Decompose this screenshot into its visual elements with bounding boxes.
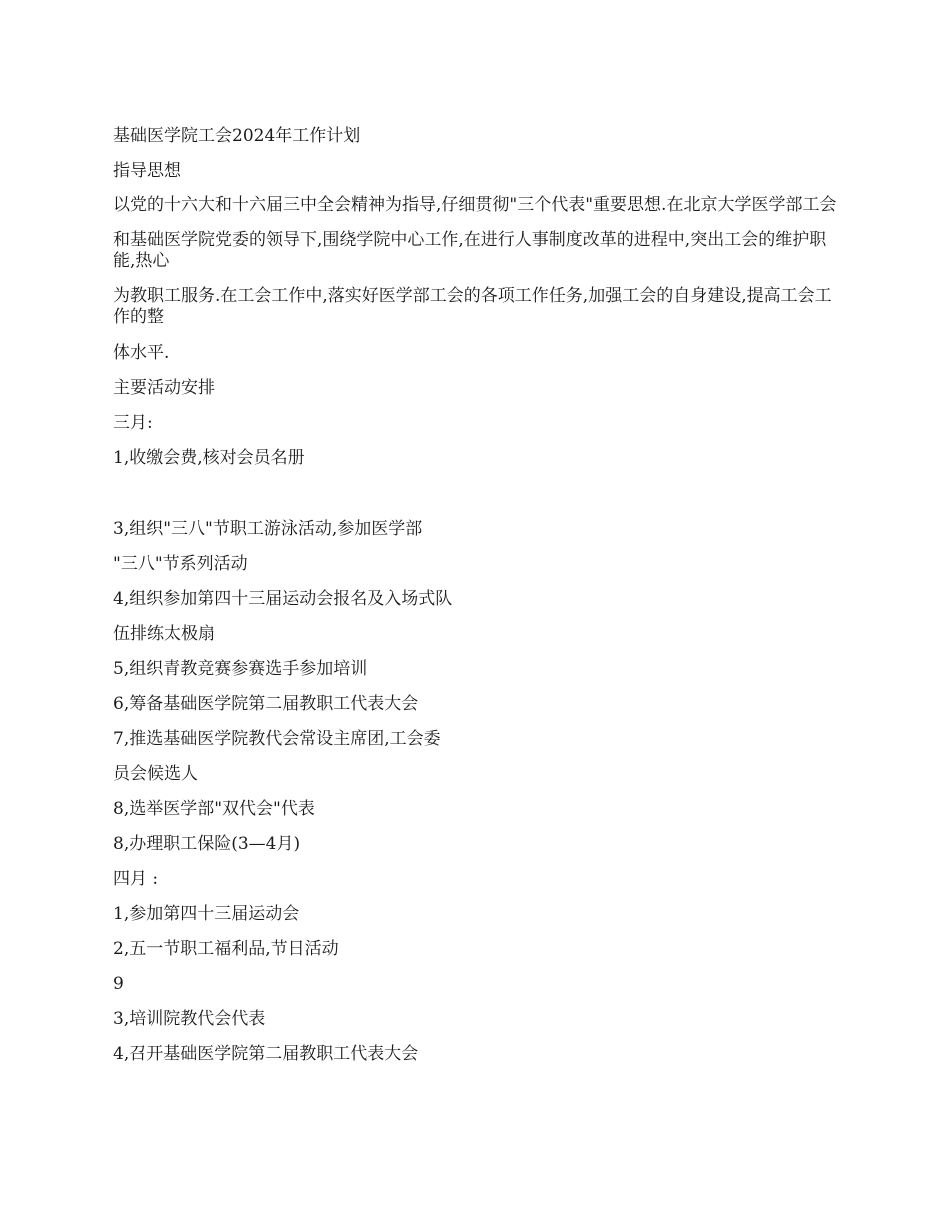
list-item: 3,组织"三八"节职工游泳活动,参加医学部 [113, 519, 423, 539]
document-title: 基础医学院工会2024年工作计划 [113, 126, 361, 146]
heading-main-activities: 主要活动安排 [113, 378, 215, 398]
paragraph-line: 体水平. [113, 343, 170, 363]
list-item: 8,选举医学部"双代会"代表 [113, 799, 315, 819]
document-body [113, 125, 838, 1078]
list-item: 伍排练太极扇 [113, 624, 215, 644]
list-item: 6,筹备基础医学院第二届教职工代表大会 [113, 694, 419, 714]
list-item: 4,召开基础医学院第二届教职工代表大会 [113, 1044, 419, 1064]
stray-number: 9 [113, 974, 124, 994]
paragraph-line: 以党的十六大和十六届三中全会精神为指导,仔细贯彻"三个代表"重要思想.在北京大学医学部工会 [113, 195, 837, 215]
month-label-april: 四月 : [113, 869, 159, 889]
month-label-march: 三月: [113, 413, 153, 433]
list-item: 4,组织参加第四十三届运动会报名及入场式队 [113, 589, 453, 609]
blank-line [113, 482, 838, 518]
list-item: 2,五一节职工福利品,节日活动 [113, 939, 339, 959]
paragraph-line: 和基础医学院党委的领导下,围绕学院中心工作,在进行人事制度改革的进程中,突出工会的维护职能,热心 [113, 230, 827, 271]
paragraph-line: 为教职工服务.在工会工作中,落实好医学部工会的各项工作任务,加强工会的自身建设,提高工会工作的整 [113, 286, 832, 327]
list-item: "三八"节系列活动 [113, 554, 248, 574]
list-item: 8,办理职工保险(3—4月) [113, 834, 301, 854]
list-item: 1,参加第四十三届运动会 [113, 904, 300, 924]
list-item: 员会候选人 [113, 764, 198, 784]
list-item: 5,组织青教竞赛参赛选手参加培训 [113, 659, 368, 679]
heading-guiding-thought: 指导思想 [113, 161, 181, 181]
list-item: 3,培训院教代会代表 [113, 1009, 266, 1029]
list-item: 1,收缴会费,核对会员名册 [113, 448, 305, 468]
list-item: 7,推选基础医学院教代会常设主席团,工会委 [113, 729, 441, 749]
